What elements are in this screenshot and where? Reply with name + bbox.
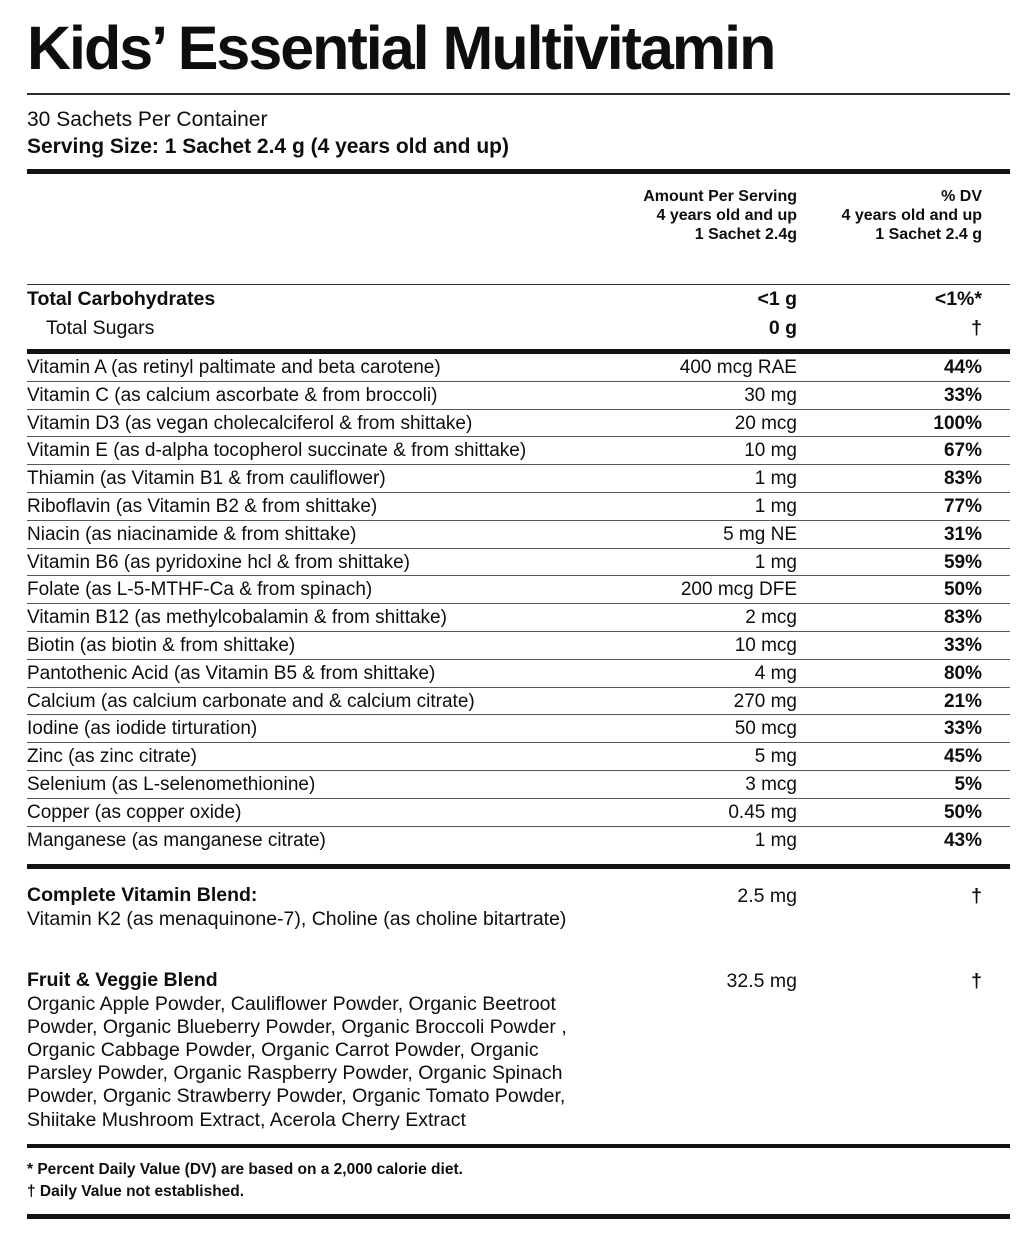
supplement-facts-label [0, 12, 1034, 1252]
nutrient-label: Vitamin C (as calcium ascorbate & from broccoli) [27, 384, 438, 406]
nutrient-label: Total Sugars [46, 317, 155, 339]
nutrient-amount: 4 mg [754, 662, 797, 684]
blend-amount: 32.5 mg [726, 969, 797, 992]
nutrient-dv: 5% [954, 773, 982, 795]
nutrient-amount: 1 mg [754, 829, 797, 851]
nutrient-amount: 1 mg [754, 551, 797, 573]
nutrient-amount: 270 mg [733, 690, 797, 712]
nutrient-label: Thiamin (as Vitamin B1 & from cauliflower) [27, 468, 386, 490]
blend-info [27, 883, 617, 931]
dv-header-line: 4 years old and up [841, 207, 982, 224]
nutrient-amount: 0 g [768, 317, 797, 339]
nutrient-label: Vitamin E (as d-alpha tocopherol succinate & from shittake) [27, 440, 527, 462]
nutrient-dv: 67% [943, 440, 982, 462]
nutrient-dv: † [971, 317, 982, 339]
table-row [27, 632, 1010, 660]
nutrient-amount: 30 mg [744, 384, 797, 406]
table-row [27, 285, 1010, 314]
nutrient-dv: 80% [943, 662, 982, 684]
nutrient-label: Copper (as copper oxide) [27, 801, 242, 823]
nutrient-dv: 33% [943, 718, 982, 740]
divider [27, 1144, 1010, 1148]
nutrient-amount: 10 mg [744, 440, 797, 462]
nutrient-amount: 0.45 mg [728, 801, 797, 823]
nutrient-dv: 33% [943, 634, 982, 656]
nutrient-amount: 20 mcg [734, 412, 797, 434]
nutrient-dv: 50% [943, 579, 982, 601]
nutrient-label: Total Carbohydrates [27, 288, 216, 310]
nutrient-label: Pantothenic Acid (as Vitamin B5 & from shittake) [27, 662, 436, 684]
nutrient-dv: 33% [943, 384, 982, 406]
page-title: Kids’ Essential Multivitamin [27, 14, 775, 82]
nutrient-dv: 31% [943, 523, 982, 545]
table-row [27, 715, 1010, 743]
nutrient-dv: 45% [943, 746, 982, 768]
nutrient-label: Iodine (as iodide tirturation) [27, 718, 258, 740]
table-row [27, 549, 1010, 577]
table-row [27, 743, 1010, 771]
nutrient-dv: 43% [943, 829, 982, 851]
table-row [27, 437, 1010, 465]
table-row [27, 827, 1010, 855]
sachets-per-container: 30 Sachets Per Container [27, 108, 268, 131]
blend-dv: † [971, 969, 982, 992]
nutrient-dv: 100% [933, 412, 982, 434]
table-row [27, 604, 1010, 632]
nutrient-dv: <1%* [934, 288, 982, 310]
footnotes [27, 1159, 1010, 1203]
blend-section-complete-vitamin [27, 869, 1010, 931]
carbohydrate-section [27, 285, 1010, 349]
nutrient-label: Selenium (as L-selenomethionine) [27, 773, 316, 795]
serving-size: Serving Size: 1 Sachet 2.4 g (4 years old and up) [27, 135, 509, 158]
dv-header-line: 1 Sachet 2.4 g [875, 226, 982, 243]
nutrient-dv: 50% [943, 801, 982, 823]
table-row [27, 660, 1010, 688]
nutrient-dv: 83% [943, 468, 982, 490]
nutrient-label: Vitamin B6 (as pyridoxine hcl & from shittake) [27, 551, 410, 573]
nutrient-amount: 50 mcg [734, 718, 797, 740]
footnote-percent-dv: * Percent Daily Value (DV) are based on a 2,000 calorie diet. [27, 1160, 463, 1178]
nutrient-amount: 2 mcg [745, 607, 797, 629]
column-headers [27, 187, 1010, 244]
nutrient-amount: 1 mg [754, 468, 797, 490]
table-row [27, 799, 1010, 827]
nutrient-amount: 5 mg NE [723, 523, 797, 545]
blend-section-fruit-veggie [27, 954, 1010, 1132]
dv-header-line: % DV [941, 188, 982, 205]
nutrient-label: Vitamin A (as retinyl paltimate and beta carotene) [27, 357, 441, 378]
nutrient-table [27, 354, 1010, 864]
table-row [27, 465, 1010, 493]
nutrient-dv: 44% [943, 357, 982, 378]
blend-description: Organic Apple Powder, Cauliflower Powder, Organic Beetroot Powder, Organic Blueberry Powder, Organic Broccoli Powder , Organic Cabbage Powder, Organic Carrot Powder, Organic Parsley Powder, Organic Raspberry Powder, Organic Spinach Powder, Organic Strawberry Powder, Organic Tomato Powder, Shiitake Mushroom Extract, Acerola Cherry Extract [27, 992, 567, 1131]
nutrient-label: Zinc (as zinc citrate) [27, 746, 197, 768]
footnote-dagger: † Daily Value not established. [27, 1182, 245, 1200]
blend-description: Vitamin K2 (as menaquinone-7), Choline (as choline bitartrate) [27, 908, 567, 931]
nutrient-label: Riboflavin (as Vitamin B2 & from shittake) [27, 495, 378, 517]
table-row [27, 354, 1010, 382]
nutrient-label: Folate (as L-5-MTHF-Ca & from spinach) [27, 579, 373, 601]
table-row [27, 493, 1010, 521]
dv-column-header [797, 187, 1010, 244]
nutrient-label: Niacin (as niacinamide & from shittake) [27, 523, 357, 545]
table-row [27, 968, 1010, 1132]
nutrient-amount: 200 mcg DFE [680, 579, 797, 601]
table-row [27, 688, 1010, 716]
nutrient-label: Vitamin B12 (as methylcobalamin & from shittake) [27, 607, 447, 629]
nutrient-dv: 21% [943, 690, 982, 712]
nutrient-label: Manganese (as manganese citrate) [27, 829, 326, 851]
nutrient-label: Calcium (as calcium carbonate and & calcium citrate) [27, 690, 475, 712]
nutrient-label: Biotin (as biotin & from shittake) [27, 634, 296, 656]
nutrient-amount: <1 g [757, 288, 797, 310]
nutrient-amount: 1 mg [754, 495, 797, 517]
blend-title: Complete Vitamin Blend: [27, 884, 258, 907]
nutrient-dv: 59% [943, 551, 982, 573]
amount-column-header [617, 187, 797, 244]
blend-title: Fruit & Veggie Blend [27, 968, 218, 991]
amount-header-line: 1 Sachet 2.4g [694, 226, 797, 243]
table-row [27, 410, 1010, 438]
table-row [27, 771, 1010, 799]
divider [27, 1214, 1010, 1219]
table-row [27, 382, 1010, 410]
divider [27, 169, 1010, 174]
nutrient-amount: 3 mcg [745, 773, 797, 795]
table-row [27, 883, 1010, 931]
nutrient-dv: 77% [943, 495, 982, 517]
blend-info [27, 968, 617, 1132]
table-row [27, 521, 1010, 549]
divider [27, 93, 1010, 95]
amount-header-line: 4 years old and up [656, 207, 797, 224]
table-row [27, 314, 1010, 343]
blend-dv: † [971, 885, 982, 908]
amount-header-line: Amount Per Serving [643, 188, 797, 205]
nutrient-amount: 10 mcg [734, 634, 797, 656]
nutrient-amount: 400 mcg RAE [679, 357, 797, 378]
nutrient-label: Vitamin D3 (as vegan cholecalciferol & from shittake) [27, 412, 473, 434]
blend-amount: 2.5 mg [737, 885, 797, 908]
table-row [27, 576, 1010, 604]
nutrient-amount: 5 mg [754, 746, 797, 768]
nutrient-dv: 83% [943, 607, 982, 629]
